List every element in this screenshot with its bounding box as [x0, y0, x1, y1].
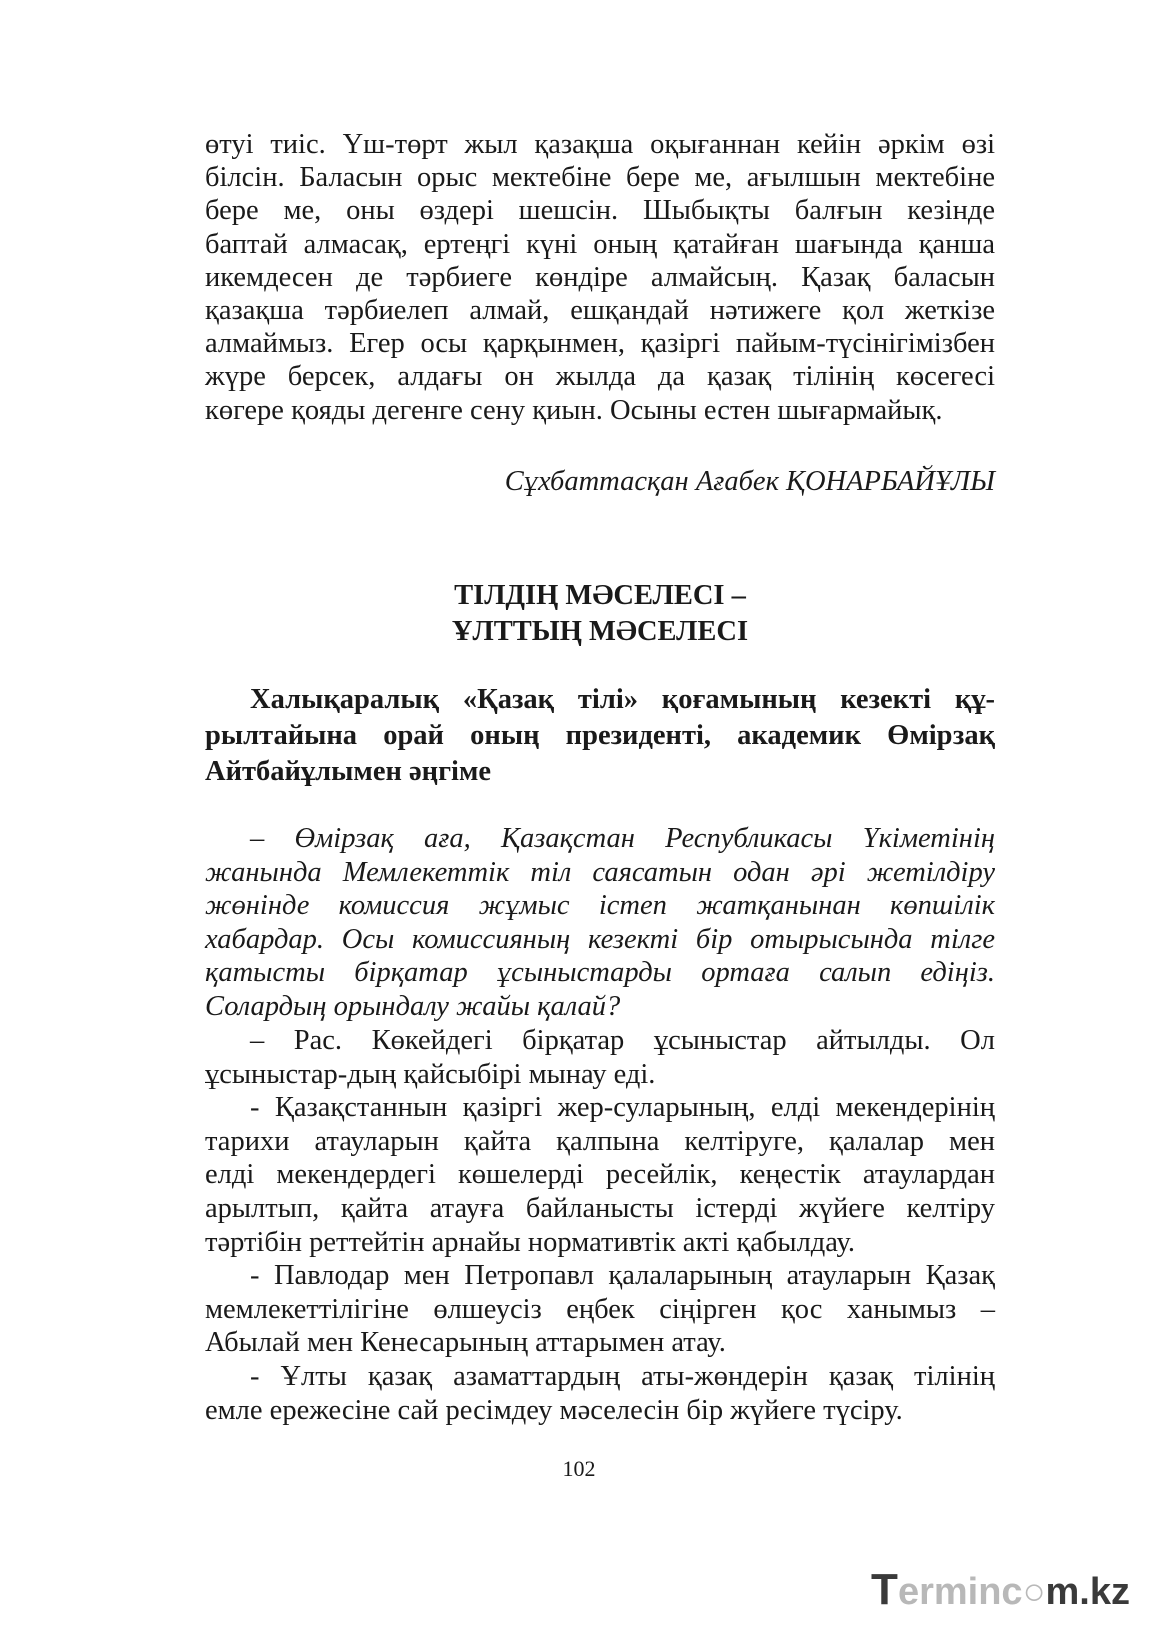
- answer-line: арылтып, қайта атауға байланысты істерді жүйеге келтіру: [205, 1192, 995, 1224]
- interview-answer: [205, 1024, 995, 1427]
- text-line: бере ме, оны өздері шешсін. Шыбықты балғын кезінде: [205, 195, 995, 227]
- answer-line: елді мекендердегі көшелерді ресейлік, кеңестік атаулардан: [205, 1159, 995, 1191]
- answer-line: ұсыныстар-дың қайсыбірі мынау еді.: [205, 1058, 656, 1090]
- text-line: білсін. Баласын орыс мектебіне бере ме, ағылшын мектебіне: [205, 162, 995, 194]
- question-line: Солардың орындалу жайы қалай?: [205, 990, 621, 1022]
- answer-line: тарихи атауларын қайта қалпына келтіруге, қалалар мен: [205, 1125, 995, 1157]
- title-line: ҰЛТТЫҢ МӘСЕЛЕСІ: [451, 616, 749, 647]
- question-line: – Өмірзақ аға, Қазақстан Республикасы Үкіметінің: [250, 823, 995, 854]
- question-line: қатысты бірқатар ұсыныстарды ортаға салып едіңіз.: [205, 957, 995, 989]
- article-subtitle: [205, 682, 995, 790]
- top-paragraph: [205, 128, 995, 427]
- answer-line: - Павлодар мен Петропавл қалаларының атауларын Қазақ: [250, 1260, 995, 1292]
- title-line: ТІЛДІҢ МӘСЕЛЕСІ –: [454, 580, 746, 611]
- text-line: өтуі тиіс. Үш-төрт жыл қазақша оқығаннан кейін әркім өзі: [205, 129, 995, 160]
- answer-line: Абылай мен Кенесарының аттарымен атау.: [205, 1327, 726, 1359]
- subtitle-line: рылтайына орай оның президенті, академик Өмірзақ: [205, 720, 995, 751]
- page-number: 102: [562, 1456, 596, 1481]
- answer-line: - Ұлты қазақ азаматтардың аты-жөндерін қазақ тілінің: [250, 1360, 995, 1392]
- watermark-circle-icon: ○: [1022, 1571, 1046, 1613]
- answer-line: мемлекеттілігіне өлшеусіз еңбек сіңірген қос ханымыз –: [205, 1293, 995, 1325]
- question-line: жөнінде комиссия жұмыс істеп жатқанынан көпшілік: [205, 890, 995, 922]
- question-line: хабардар. Осы комиссияның кезекті бір отырысында тілге: [205, 923, 995, 955]
- question-line: жанында Мемлекеттік тіл саясатын одан әрі жетілдіру: [205, 856, 995, 888]
- answer-line: - Қазақстаннын қазіргі жер-суларының, елді мекендерінің: [250, 1092, 995, 1124]
- text-line: жүре берсек, алдағы он жылда да қазақ тілінің көсегесі: [205, 361, 995, 393]
- interviewer-signature: Сұхбаттасқан Ағабек ҚОНАРБАЙҰЛЫ: [504, 466, 995, 497]
- interview-question: [205, 822, 995, 1024]
- text-line: алмаймыз. Егер осы қарқынмен, қазіргі пайым-түсінігімізбен: [205, 328, 995, 360]
- answer-line: – Рас. Көкейдегі бірқатар ұсыныстар айтылды. Ол: [250, 1025, 995, 1056]
- answer-line: тәртібін реттейтін арнайы нормативтік акті қабылдау.: [205, 1226, 856, 1258]
- watermark-domain: m.kz: [1045, 1571, 1130, 1613]
- subtitle-line: Айтбайұлымен әңгіме: [205, 756, 492, 787]
- article-title: [205, 578, 995, 650]
- text-line: икемдесен де тәрбиеге көндіре алмайсың. Қазақ баласын: [205, 261, 995, 293]
- watermark-text: erminc: [897, 1571, 1023, 1613]
- watermark-letter: T: [871, 1565, 898, 1614]
- answer-line: емле ережесіне сай ресімдеу мәселесін бір жүйеге түсіру.: [205, 1394, 903, 1426]
- text-line: қазақша тәрбиелеп алмай, ешқандай нәтижеге қол жеткізе: [205, 295, 995, 327]
- text-line: баптай алмасақ, ертеңгі күні оның қатайған шағында қанша: [205, 228, 995, 260]
- subtitle-line: Халықаралық «Қазақ тілі» қоғамының кезекті құ-: [250, 684, 995, 715]
- site-watermark-logo: [871, 1565, 1130, 1615]
- text-line: көгере қояды дегенге сену қиын. Осыны естен шығармайық.: [205, 394, 943, 426]
